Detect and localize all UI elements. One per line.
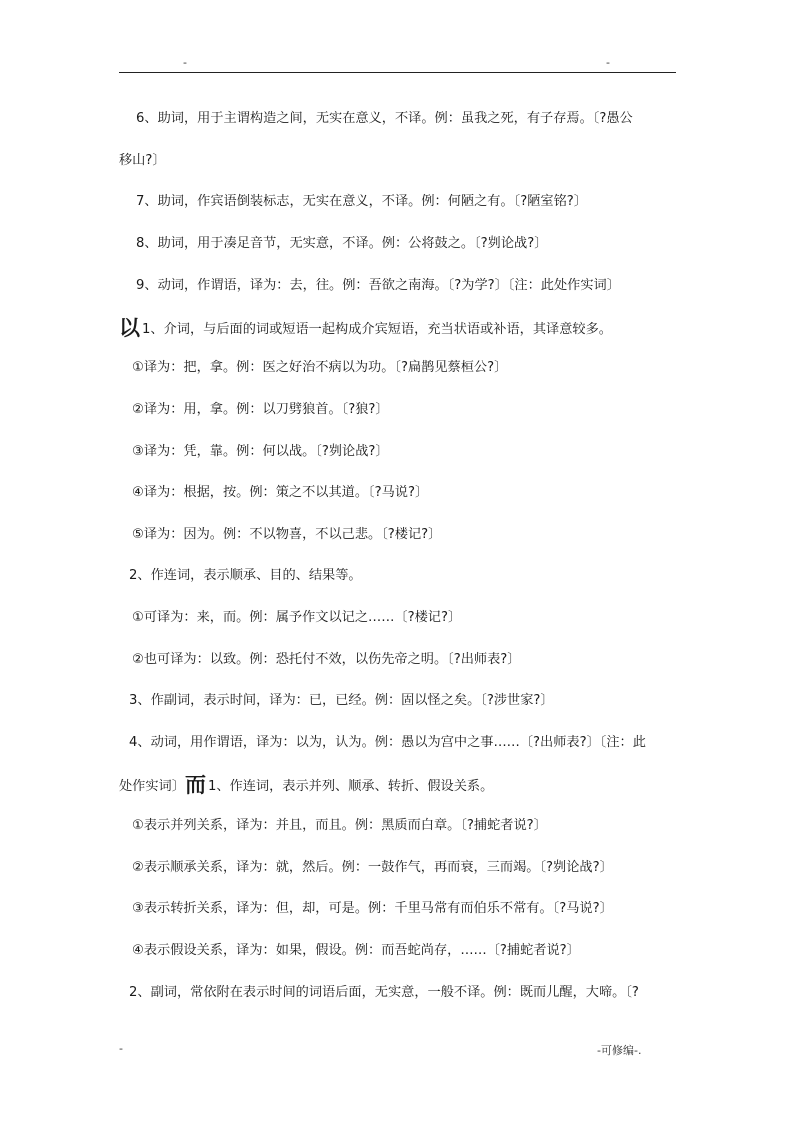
- header-rule: [119, 72, 676, 73]
- text-line: 1、介词，与后面的词或短语一起构成介宾短语，充当状语或补语，其译意较多。: [142, 322, 612, 337]
- footer-left-mark: -: [119, 1042, 123, 1055]
- text-line: 8、助词，用于凑足音节，无实意，不译。例：公将鼓之。〔?刿论战?〕: [136, 236, 548, 251]
- headword-yi: 以: [119, 316, 140, 340]
- header-left-mark: -: [183, 56, 187, 69]
- text-line: ②表示顺承关系，译为：就，然后。例：一鼓作气，再而衰，三而竭。〔?刿论战?〕: [132, 860, 613, 875]
- text-line: ②也可译为：以致。例：恐托付不效，以伤先帝之明。〔?出师表?〕: [132, 652, 521, 667]
- text-line: ③译为：凭，靠。例：何以战。〔?刿论战?〕: [132, 444, 389, 459]
- text-line: 7、助词，作宾语倒装标志，无实在意义，不译。例：何陋之有。〔?陋室铭?〕: [136, 194, 587, 209]
- text-line: 4、动词，用作谓语，译为：以为，认为。例：愚以为宫中之事……〔?出师表?〕〔注：此: [129, 735, 646, 750]
- text-line: 移山?〕: [119, 153, 166, 168]
- header-right-mark: -: [606, 56, 610, 69]
- text-line: ①可译为：来，而。例：属予作文以记之……〔?楼记?〕: [132, 610, 462, 625]
- text-line: 处作实词〕: [119, 779, 185, 794]
- text-line: 2、副词，常依附在表示时间的词语后面，无实意，一般不译。例：既而儿醒，大啼。〔?: [129, 985, 639, 1000]
- text-line: 1、作连词，表示并列、顺承、转折、假设关系。: [207, 779, 494, 794]
- text-line: ③表示转折关系，译为：但，却，可是。例：千里马常有而伯乐不常有。〔?马说?〕: [132, 901, 613, 916]
- text-line: ⑤译为：因为。例：不以物喜，不以己悲。〔?楼记?〕: [132, 527, 442, 542]
- yi-intro-line: [119, 318, 612, 340]
- text-line: 6、助词，用于主谓构造之间，无实在意义，不译。例：虽我之死，有子存焉。〔?愚公: [136, 111, 633, 126]
- text-line: 2、作连词，表示顺承、目的、结果等。: [129, 568, 362, 583]
- text-line: ①表示并列关系，译为：并且，而且。例：黑质而白章。〔?捕蛇者说?〕: [132, 818, 547, 833]
- text-line: 3、作副词，表示时间，译为：已，已经。例：固以怪之矣。〔?涉世家?〕: [129, 693, 554, 708]
- footer-right-text: -可修编-.: [597, 1044, 642, 1057]
- text-line: 9、动词，作谓语，译为：去，往。例：吾欲之南海。〔?为学?〕〔注：此处作实词〕: [136, 278, 620, 293]
- text-line: ②译为：用，拿。例：以刀劈狼首。〔?狼?〕: [132, 402, 389, 417]
- er-intro-line: [119, 775, 493, 797]
- text-line: ①译为：把，拿。例：医之好治不病以为功。〔?扁鹊见蔡桓公?〕: [132, 360, 508, 375]
- text-line: ④表示假设关系，译为：如果，假设。例：而吾蛇尚存，……〔?捕蛇者说?〕: [132, 943, 580, 958]
- text-line: ④译为：根据，按。例：策之不以其道。〔?马说?〕: [132, 485, 429, 500]
- headword-er: 而: [184, 773, 206, 797]
